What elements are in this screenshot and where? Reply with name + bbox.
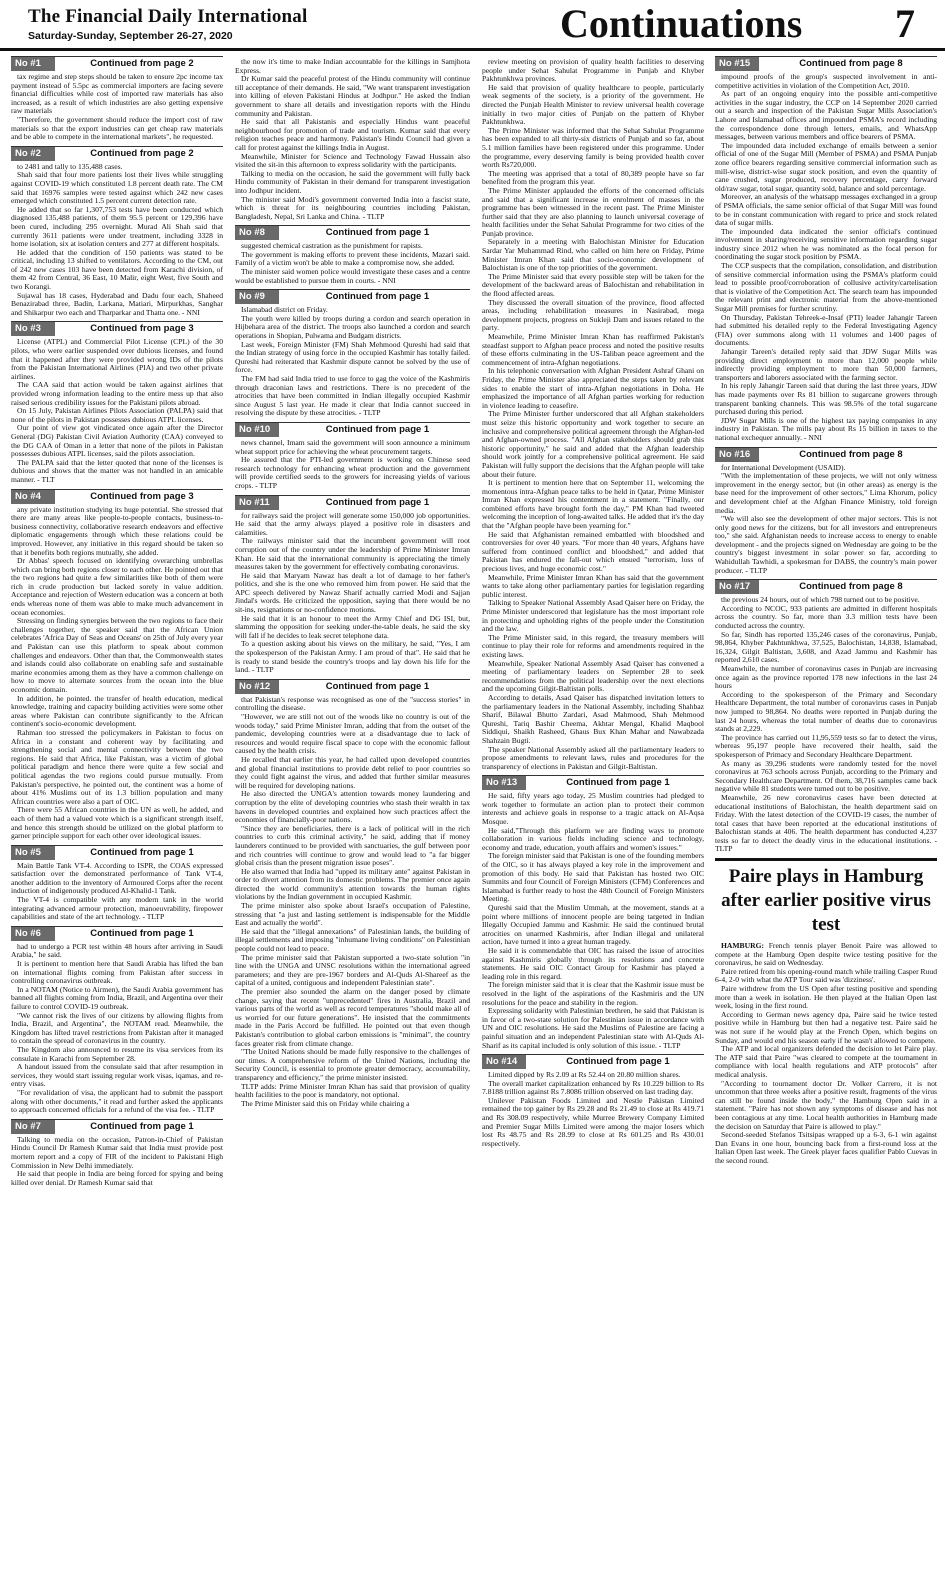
paragraph-text: Paire retired from his opening-round match while trailing Casper Ruud 6-4, 2-0 with what the ATP Tour said was 'dizziness'.	[715, 966, 937, 985]
story-body	[482, 792, 704, 1050]
paragraph: According to the spokesperson of the Primary and Secondary Healthcare Department, the total number of coronavirus cases in Punjab now jumped to 98,864. No deaths were reported in Punjab during the last 24 hours, whereas the total number of deaths due to coronavirus stands at 2,229.	[715, 689, 937, 734]
paragraph: The minister said women police would investigate these cases and a centre would be established to pursue them in courts. - NNI	[235, 267, 470, 285]
paragraph: The Prime Minister further underscored that all Afghan stakeholders must seize this historic opportunity and work together to secure an inclusive and comprehensive political agreement through the Afghan-led and Afghan-owned process. "All Afghan stakeholders should grab this historic opportunity," he said and added that the Afghan leadership should work jointly for a comprehensive political agreement. He said Pakistan will fully support the decisions that the Afghan people will take about their future.	[482, 409, 704, 479]
paragraph: He also directed the UNGA's attention towards money laundering and corruption by the elite of developing countries who stash their wealth in tax havens in developed countries and explained how such practices affect the economies of financially-poor nations.	[235, 789, 470, 825]
story	[482, 1054, 704, 1148]
paragraph: Meanwhile, the number of coronavirus cases in Punjab are increasing once again as the province reported 178 new infections in the last 24 hours	[715, 664, 937, 691]
paragraph: "We will also see the development of other major sectors. This is not only good news for the citizens, but for all investors and entrepreneurs too," she said. Afghanistan needs to increase access to energy to enable development - and the projects signed on Wednesday are going to be the country's biggest investment in solar power so far, according to Wahidullah Tawhidi, a spokesman for DABS, the country's main power producer. - TLTP	[715, 514, 937, 575]
story-body	[11, 862, 223, 922]
paragraph: Rahman too stressed the policymakers in Pakistan to focus on Africa in a constant and coherent way by facilitating and strengthening social and mental connectivity between the two regions. He said that Africa, like Pakistan, was a victim of global political paradigm and hence there were quite a few social and political agendas the two regions could pursue mutually. From Pakistan's perspective, he pointed out, the continent was a home of about 41% Muslims out of its 1.3 billion population and many African countries were also a part of OIC.	[11, 727, 223, 806]
paragraph: The Prime Minister applauded the efforts of the concerned officials and said that a significant increase in enrolment of masses in the programme has been witnessed in the recent past. The Prime Minister further said that they are also planning to launch universal coverage of health facilities under the Sehat Sahulat Programme for two cities of the Punjab province.	[482, 185, 704, 238]
story-header	[235, 289, 470, 304]
paragraph: He said, fifty years ago today, 25 Muslim countries had pledged to work together to formulate an action plan to protect their common interests and achieve goals in response to a tragic attack on Al-Aqsa Mosque.	[482, 792, 704, 827]
continued-from-label: Continued from page 1	[566, 1056, 670, 1068]
story-header	[715, 579, 937, 594]
story-number-tag: No #13	[482, 776, 526, 790]
continued-from-label: Continued from page 8	[799, 58, 903, 69]
paragraph: had to undergo a PCR test within 48 hours after arriving in Saudi Arabia," he said.	[11, 942, 223, 960]
story	[11, 56, 223, 142]
paragraph: The Prime Minister said this on Friday while chairing a	[241, 1098, 410, 1108]
story-number-tag: No #16	[715, 448, 759, 462]
paragraph: The FM had said India tried to use force to gag the voice of the Kashmiris through draconian laws and restrictions. There is no precedent of the atrocities that have been committed in Indian illegally occupied Kashmir since August 5 last year. He made it clear that India cannot succeed in resolving the dispute by these atrocities. - TLTP	[235, 374, 470, 418]
story-number-tag: No #8	[235, 226, 279, 240]
story	[235, 56, 470, 221]
paragraph	[715, 942, 937, 968]
paragraph: So far, Sindh has reported 135,246 cases of the coronavirus, Punjab, 98,864, Khyber Pakhtunkhwa, 37,525, Balochistan, 14,838, Islamabad, 16,324, Gilgit Baltistan, 3,608, and Azad Jammu and Kashmir has reported 2,610 cases.	[715, 629, 937, 665]
paragraph: It is pertinent to mention here that Saudi Arabia has lifted the ban on international flights coming from Pakistan after success in controlling coronavirus outbreak.	[11, 959, 223, 986]
paragraph-text: "According to tournament doctor Dr. Volker Carrero, it is not uncommon that three weeks after a positive result, fragments of the virus can still be found inside the body," the Hamburg Open said in a statement. "Paire has not shown any symptoms of disease and has not been contagious at any time. Local health authorities in Hamburg made the decision on Saturday that Paire is allowed to play."	[715, 1078, 937, 1131]
story-body	[715, 596, 937, 854]
story-header	[11, 845, 223, 860]
story-number-tag: No #6	[11, 927, 55, 941]
continued-from-label: Continued from page 1	[325, 496, 430, 508]
continued-from-label: Continued from page 3	[90, 490, 194, 502]
story-number-tag: No #4	[11, 490, 55, 504]
paragraph: for railways said the project will generate some 150,000 job opportunities. He said that the army always played a positive role in disasters and calamities.	[235, 511, 470, 537]
story-header	[11, 56, 223, 71]
masthead	[0, 0, 945, 51]
story-header	[235, 495, 470, 510]
paragraph: review meeting on provision of quality health facilities to deserving people under Sehat Sahulat Programme in Punjab and Khyber Pakhtunkhwa provinces.	[482, 58, 704, 84]
paragraph: In a NOTAM (Notice to Airmen), the Saudi Arabia government has banned all flights coming from India, Brazil, and Argentina over their failure to control COVID-19 outbreak.	[11, 984, 223, 1011]
story-number-tag: No #17	[715, 580, 759, 594]
paragraph: The foreign minister said that Pakistan is one of the founding members of the OIC, so it has always played a key role in the improvement and promotion of this body. He said that Pakistan has hosted two OIC Summits and four Council of Foreign Ministers (CFM) Conferences and Islamabad is further ready to host the 48th Council of Foreign Ministers Meeting.	[482, 851, 704, 904]
story-header	[11, 321, 223, 336]
paragraph: Shah said that four more patients lost their lives while struggling against COVID-19 which constituted 1.8 percent death rate. The CM said that 16976 samples were tested against which 242 new cases emerged which constituted 1.5 percent current detection rate.	[11, 170, 223, 206]
paragraph: Talking to media on the occasion, he said the government will fully back Hindu community of Pakistan in their demand for transparent investigation into Jodhpur incident.	[235, 168, 470, 195]
paragraph: He added that the condition of 150 patients was stated to be critical, including 13 shifted to ventilators. According to the CM, out of 242 new cases 103 have been detected from Karachi division, of them 42 from Central, 36 East, 10 Malir, eight West, five South and two Korangi.	[11, 247, 223, 292]
continued-from-label: Continued from page 1	[325, 291, 430, 303]
section-title: Continuations	[560, 1, 803, 46]
continued-from-label: Continued from page 1	[325, 680, 430, 692]
paragraph: The CCP suspects that the compilation, consolidation, and distribution of sensitive commercial information using the PSMA's platform could lead to possible proof/corroboration of collusive activity/cartelisation that is violative of the Competition Act. The search team has impounded the relevant print and electronic material from the above-mentioned Sugar Mill premises for further scrutiny.	[715, 261, 937, 314]
paragraph: He said that provision of quality healthcare to people, particularly weak segments of the society, is a priority of the government. He directed the Punjab Health Minister to review universal health coverage initially in two major cities of Punjab on the pattern of Khyber Pakhtunkhwa.	[482, 82, 704, 127]
story-body	[11, 163, 223, 318]
paragraph: It is pertinent to mention here that on September 11, welcoming the momentous intra-Afghan peace talks to be held in Qatar, Prime Minister Imran Khan expressed his contentment in a statement. "Finally, our combined efforts have brought forth the day," PM Khan had tweeted welcoming the inception of long-awaited talks. He added that it's the day that the "Afghan people have been yearning for."	[482, 478, 704, 531]
story	[235, 422, 470, 491]
story-body	[11, 506, 223, 841]
column-4	[715, 56, 937, 1578]
story	[235, 495, 470, 675]
paragraph: Meanwhile, 26 new coronavirus cases have been detected at educational institutions of Balochistan, the health department said on Friday. With the latest detection of the COVID-19 cases, the number of total cases that have been reported at the educational institutions of Balochistan stands at 406. The health department has conducted 4,237 tests so far to detect the deadly virus in the educational institutions. - TLTP	[715, 792, 937, 854]
story	[11, 926, 223, 1115]
page-number: 7	[895, 1, 915, 46]
paragraph: He said it is commendable that OIC has raised the issue of atrocities against Kashmiris globally through its resolutions and concrete statements. He said OIC Contact Group for Kashmir has played a leading role in this regard.	[482, 945, 704, 981]
story-header	[715, 447, 937, 462]
paragraph: Sujawal has 18 cases, Hyderabad and Dadu four each, Shaheed Benazirabad three, Badin, Larkana, Matiari, Mirpurkhas, Sanghar and Shikarpur two each and Tharparkar and Thatta one. - NNI	[11, 290, 223, 317]
paragraph: He said that Afghanistan remained embattled with bloodshed and controversies for over 40 years. "For more than 40 years, Afghans have suffered from continued conflict and bloodshed," and added that Pakistan has endured the fall-out which ensued "terrorism, loss of precious lives, and huge economic cost."	[482, 529, 704, 574]
paragraph: A handout issued from the consulate said that after resumption in services, they would start issuing regular work visas, iqamas, and re-entry visas.	[11, 1062, 223, 1089]
story-body	[715, 464, 937, 576]
paragraph: The impounded data indicated the senior official's continued involvement in sharing/receiving sensitive information regarding sugar industry since 2012 when he was nominated as the focal person for coordinating the sugar stock position by PSMA.	[715, 226, 937, 262]
story-body	[11, 73, 223, 142]
continued-from-label: Continued from page 3	[90, 323, 194, 335]
paragraph: that Pakistan's response was recognised as one of the "success stories" in controlling the disease.	[235, 695, 470, 713]
paragraph: "We cannot risk the lives of our citizens by allowing flights from India, Brazil, and Argentina", the NOTAM read. Meanwhile, the Kingdom has lifted travel restrictions from Pakistan after it managed to contain the spread of coronavirus in the country.	[11, 1010, 223, 1046]
paragraph-text: The ATP and local organizers defended the decision to let Paire play. The ATP said that Paire "was cleared to compete at the tournament in compliance with local health regulations and ATP protocols" after medical analysis.	[715, 1044, 937, 1079]
paragraph: The Prime Minister said that every possible step will be taken for the development of the backward areas of Balochistan and rehabilitation in the flood affected areas.	[482, 271, 704, 299]
paragraph: He said that Maryam Nawaz has dealt a lot of damage to her father's politics, and she is the one who removed him from power. He said that the APC speech delivered by Nawaz Sharif actually carried Modi and Sajjan Jindal's words. He criticized the opposition, saying that there would be no sit-ins, resignations or no-confidence motions.	[235, 570, 470, 615]
paragraph: There were 55 African countries in the UN as well, he added, and each of them had a valued vote which is a significant strength itself, and hence this strength should be utilized on the global platform to garner principle support for each other over ideological issues.	[11, 805, 223, 841]
paper-name: The Financial Daily International	[28, 6, 308, 27]
continued-from-label: Continued from page 1	[90, 927, 194, 939]
paragraph: Last week, Foreign Minister (FM) Shah Mehmood Qureshi had said that the Indian strategy of using force in the occupied Kashmir has totally failed. Qureshi had reiterated that Kashmir dispute cannot be solved by the use of force.	[235, 339, 470, 375]
story-header	[11, 1119, 223, 1134]
story	[11, 489, 223, 841]
paragraph: Meanwhile, Prime Minister Imran Khan has said that the government wants to take along other parliamentary parties for legislation regarding public interest.	[482, 572, 704, 599]
paragraph: He added that so far 1,307,753 tests have been conducted which diagnosed 135,488 patients, of them 95.5 percent or 129,396 have been cured, including 295 overnight. Murad Ali Shah said that currently 3611 patients were under treatment, including 3328 in home isolation, six at isolation centers and 277 at different hospitals.	[11, 204, 223, 249]
paragraph: The PALPA said that the letter quoted that none of the licenses is dubious and shows that the matter was not handled in an amicable manner. - TLT	[11, 457, 223, 484]
paragraph	[715, 1045, 937, 1079]
story	[482, 56, 704, 771]
story-body	[235, 512, 470, 675]
paragraph	[715, 968, 937, 985]
paragraph: the now it's time to make Indian accountable for the killings in Samjhota Express.	[235, 58, 470, 75]
paragraph: Limited dipped by Rs 2.09 at Rs 52.44 on 20.80 million shares.	[488, 1071, 681, 1080]
paragraph: As part of an ongoing enquiry into the possible anti-competitive activities in the sugar industry, the CCP on 14 September 2020 carried out a search and inspection of the Pakistan Sugar Mills Association's Lahore and Islamabad offices and impounded PSMA's record including the correspondence done through letters, emails, and WhatsApp messages, between various members and office bearers of PSMA.	[715, 89, 937, 142]
paragraph: The youth were killed by troops during a cordon and search operation in Hijbehara area of the district. The troops also launched a cordon and search operations in Shopian, Pulwama and Budgam districts.	[235, 313, 470, 341]
paragraph: Moreover, an analysis of the whatsapp messages exchanged in a group of PSMA officials, the same senior official of that Sugar Mill was found to be in constant communication with regard to price and stock related data of sugar mills.	[715, 192, 937, 228]
paragraph: JDW Sugar Mills is one of the highest tax paying companies in any industry in Pakistan. The mills pay about Rs 15 billion in taxes to the national exchequer annually. - NNI	[715, 415, 937, 442]
paragraph: Unilever Pakistan Foods Limited and Nestle Pakistan Limited remained the top gainer by Rs 29.28 and Rs 21.49 to close at Rs 419.71 and Rs 308.09 respectively, while Murree Brewery Company Limited and Premier Sugar Mills Limited were among the major losers which lost Rs 48.75 and Rs 28.99 to close at Rs 601.25 and Rs 430.01 respectively.	[482, 1095, 704, 1148]
paragraph: The Kingdom also announced to resume its visa services from its consulate in Karachi from September 28.	[11, 1044, 223, 1063]
paragraph: suggested chemical castration as the punishment for rapists.	[241, 242, 423, 251]
story-body	[11, 338, 223, 484]
paragraph	[715, 985, 937, 1011]
story-body	[235, 242, 470, 285]
paragraph: The minister said Modi's government converted India into a fascist state, which is threat for its neighbouring countries including Pakistan, Bangladesh, Nepal, Sri Lanka and China. - TLTP	[235, 194, 470, 221]
story-number-tag: No #12	[235, 680, 279, 694]
paragraph: for International Development (USAID).	[721, 463, 846, 472]
story-body	[235, 696, 470, 1109]
feature-body	[715, 942, 937, 1165]
paragraph: Jahangir Tareen's detailed reply said that JDW Sugar Mills was providing direct employment to more than 12,000 people while indirectly providing employment to more than 50,000 farmers, transporters and laborers associated with the farming sector.	[715, 347, 937, 382]
paragraph: The foreign minister said that it is clear that the Kashmir issue must be resolved in the light of the aspirations of the Kashmiris and the UN resolutions for the peace and stability in the region.	[482, 980, 704, 1007]
story-number-tag: No #9	[235, 290, 279, 304]
paragraph: Meanwhile, Prime Minister Imran Khan has reaffirmed Pakistan's steadfast support to Afghan peace process and noted the positive results of these efforts culminating in the US-Taliban peace agreement and the commencement of intra-Afghan negotiations.	[482, 332, 704, 367]
paragraph: "The United Nations should be made fully responsive to the challenges of our times. A comprehensive reform of the United Nations, including the Security Council, is essential to promote greater democracy, accountability, transparency and efficiency," the prime minister insisted.	[235, 1047, 470, 1082]
paragraph: According to details, Asad Qaiser has dispatched invitation letters to the parliamentary leaders in the National Assembly, including Shahbaz Sharif, Bilawal Bhutto Zardari, Asad Mahmood, Shah Mehmood Qureshi, Tariq Bashir Cheema, Akhtar Mengal, Khalid Maqbool Siddiqui, Shaikh Rasheed, Ghaus Bux Khan Mahar and Nawabzada Shahzain Bugti.	[482, 692, 704, 745]
paragraph: Stressing on finding synergies between the two regions to face their challenges together, the speaker said that the African Union celebrates 'Africa Day of Seas and Oceans' on 25th of July every year and Pakistan can use this platform to speak about common challenges and endeavors. Other than that, the Commonwealth states and islands could also collaborate on enabling safe and sustainable marine economies among them as they have a common challenge on how to move to alternate sources from the ocean into the blue economic domain.	[11, 616, 223, 694]
paragraph: The prime minister said that Pakistan supported a two-state solution "in line with the UNGA and UNSC resolutions within the international agreed parameters; and they are pre-1967 borders and Al-Quds Al-Shareef as the capital of a united, contiguous and independent Palestinian state".	[235, 952, 470, 988]
paragraph: the previous 24 hours, out of which 798 turned out to be positive.	[721, 596, 920, 605]
story-header	[235, 422, 470, 437]
story-number-tag: No #14	[482, 1055, 526, 1069]
story	[482, 775, 704, 1050]
paragraph: They discussed the overall situation of the province, flood affected areas, including rehabilitation measures in Nasirabad, mega development projects, progress on Sukleji Dam and issues related to the party.	[482, 297, 704, 333]
story-number-tag: No #7	[11, 1120, 55, 1134]
story-body	[11, 1136, 223, 1188]
paragraph: Dr Abbas' speech focused on identifying overarching umbrellas which can bring both regions closer to each other. He pointed out that the two regions had quite a few similarities like both of them were rich in crude production but lacked sorely in value addition. Acceptance and rejection of Western education was a concern at both ends whereas none of them was able to make much advancement in ocean economies.	[11, 556, 223, 617]
story-header	[235, 225, 470, 240]
paragraph: In his telephonic conversation with Afghan President Ashraf Ghani on Friday, the Prime Minister also appreciated the steps taken by relevant sides to enable the start of intra-Afghan negotiations in Doha. He emphasized the importance of all Afghan parties working for reduction in violence leading to ceasefire.	[482, 366, 704, 410]
story	[235, 289, 470, 418]
paragraph: The prime minister also spoke about Israel's occupation of Palestine, stressing that "a just and lasting settlement is indispensable for the Middle East and actually the world".	[235, 901, 470, 928]
continued-from-label: Continued from page 2	[90, 147, 194, 159]
paragraph: He said that all Pakistanis and especially Hindus want peaceful neighbourhood for promotion of trade and tourism. Kumar said that every religion teaches peace and harmony. Pakistan's Hindu Council had given a call for protest against the killings India in August.	[235, 117, 470, 152]
story	[11, 845, 223, 922]
paragraph: Meanwhile, Minister for Science and Technology Fawad Hussain also visited the sit-in this afternoon to express solidarity with the participants.	[235, 151, 470, 170]
paragraph: In addition, he pointed. the transfer of health education, medical knowledge, training and capacity building activities were some other areas where Pakistan can contribute significantly to the African continent's socio-economic development.	[11, 693, 223, 729]
continued-from-label: Continued from page 1	[325, 227, 430, 239]
column-3	[482, 56, 704, 1578]
story-number-tag: No #11	[235, 496, 279, 510]
paragraph	[715, 1131, 937, 1165]
column-4-stories	[715, 56, 937, 854]
paragraph: Qureshi said that the Muslim Ummah, at the movement, stands at a point where millions of innocent people are being targeted in Indian Illegally Occupied Jammu and Kashmir. He said the continued brutal atrocities on unarmed Kashmiris, after Indian illegal and unilateral action, have turned it into a great human tragedy.	[482, 903, 704, 947]
paragraph: The speaker National Assembly asked all the parliamentary leaders to propose amendments to relevant laws, rules and procedures for the transparency of elections in Pakistan and Gilgit-Baltistan.	[482, 744, 704, 771]
continued-from-label: Continued from page 1	[566, 777, 670, 789]
paragraph: The impounded data included exchange of emails between a senior official of one of the Sugar Mill (Member of PSMA) and PSMA Punjab zone office bearers regarding sensitive commercial information such as mill-wise, district-wise sugar stock position, and even the quantity of cane crushed, sugar produced, recovery percentage, carry forward old/raw sugar, total sugar, quantity sold, balance and sold percentage.	[715, 140, 937, 193]
feature-story	[715, 858, 937, 1165]
paragraph: Our point of view got vindicated once again after the Director General (DG) Pakistan Civil Aviation Authority (CAA) conveyed to the DG CAA of Oman in a letter that none of the pilots in Pakistan possesses dubious ATPL licenses, said the pilots association.	[11, 423, 223, 459]
paragraph: "For revalidation of visa, the applicant had to submit the passport along with other documents," it read and further asked the applicants to approach concerned officials for a refund of the visa fee. - TLTP	[11, 1087, 223, 1115]
paragraph: He said that it is an honour to meet the Army Chief and DG ISI, but, slamming the opposition for seeking under-the-table deals, he said the sky will fall if he decides to leak secret telephone data.	[235, 613, 470, 640]
paragraph: The Prime Minister was informed that the Sehat Sahulat Programme has been expanded to all thirty-six districts of Punjab and so far, about 5.1 million families have been registered under this programme. Under the programme, every deserving family is being provided health cover worth Rs720,000.	[482, 125, 704, 170]
paragraph: to 2481 and tally to 135,488 cases.	[17, 162, 123, 171]
story-header	[11, 489, 223, 504]
paragraph: The CAA said that action would be taken against airlines that provided wrong information leading to the entire mess up that also raised serious credibility issues for the Pakistani pilots abroad.	[11, 380, 223, 407]
paragraph: Meanwhile, Speaker National Assembly Asad Qaiser has convened a meeting of parliamentary leaders on September 28 to seek recommendations from the political leadership over the next elections and the upcoming Gilgit-Baltistan polls.	[482, 658, 704, 694]
paragraph: any private institution studying its huge potential. She stressed that there are many areas like people-to-people contacts, business-to-business connectivity, collaborative research endeavors and effective diplomatic engagements through which these relations could be improved. However, any initiative in this regard should be taken so that it benefits both regions mutually, she added.	[11, 505, 223, 557]
paragraph-text: French tennis player Benoit Paire was allowed to compete at the Hamburg Open despite twice testing positive for the coronavirus, he said on Wednesday.	[715, 942, 937, 968]
feature-headline: Paire plays in Hamburg after earlier positive virus test	[715, 858, 937, 937]
story-header	[715, 56, 937, 71]
paragraph-text: According to German news agency dpa, Paire said he twice tested positive while in Hamburg but then had a negative test. Paire said he was not sure if he would play at the French Open, which begins on Sunday, and would end his season early if he wasn't allowed to compete.	[715, 1009, 937, 1045]
paragraph: Talking to media on the occasion, Patron-in-Chief of Pakistan Hindu Council Dr Ramesh Kumar said that India must provide post mortem report and a copy of FIR of the incident to Pakistani High Commission in New Delhi immediately.	[11, 1135, 223, 1170]
paragraph	[715, 1011, 937, 1045]
paragraph: He said that people in India are being forced for spying and being killed over denial. Dr Ramesh Kumar said that	[11, 1169, 223, 1187]
paragraph: He assured that the PTI-led government is working on Chinese seed research technology for enhancing wheat production and the government will provide certified seeds to the growers for increasing yields of various crops. - TLTP	[235, 455, 470, 490]
paragraph: To a question asking about his views on the military, he said, "Yes, I am the spokesperson of the Pakistan Army. I am proud of that". He said that he is ready to stand beside the country's troops and lay down his life for the land. - TLTP	[235, 639, 470, 675]
paragraph: The overall market capitalization enhanced by Rs 10.229 billion to Rs 7.8188 trillion against Rs 7.8086 trillion observed on last trading day.	[482, 1078, 704, 1097]
paragraph: Dr Kumar said the peaceful protest of the Hindu community will continue till acceptance of their demands. He said, "We want transparent investigation into killing of eleven Pakistani Hindus at Jodhpur." He asked the Indian government to share all details and investigation reports with the Hindu community and Pakistan.	[235, 74, 470, 118]
paragraph: Expressing solidarity with Palestinian brethren, he said that Pakistan is in favor of a two-state solution for Palestinian issue in accordance with UN and OIC resolutions. He said the Muslims of Palestine are facing a painful situation and an independent Palestinian state with Al-Quds Al-Sharif as its capital included is only solution of this issue. - TLTP	[482, 1006, 704, 1050]
paragraph: TLTP adds: Prime Minister Imran Khan has said that provision of quality health facilities to the poor is mandatory, not optional.	[235, 1081, 470, 1100]
paragraph: Separately in a meeting with Balochistan Minister for Education Sardar Yar Muhammad Rind, who called on him here on Friday, Prime Minister Imran Khan said that socio-economic development of Balochistan is one of the top priorities of the government.	[482, 237, 704, 273]
story	[715, 447, 937, 576]
dateline: HAMBURG:	[721, 942, 765, 951]
story-header	[482, 775, 704, 790]
paragraph: He also warned that India had "upped its military ante" against Pakistan in order to divert attention from its domestic problems. The premier once again directed the world community's attention towards the human rights violations by the Indian government in occupied Kashmir.	[235, 866, 470, 902]
paragraph: The Prime Minister said, in this regard, the treasury members will continue to play their role for reforms and amendments required in the existing laws.	[482, 632, 704, 659]
paragraph: The meeting was apprised that a total of 80,389 people have so far benefited from the program this year.	[482, 168, 704, 187]
paragraph: On Thursday, Pakistan Tehreek-e-Insaf (PTI) leader Jahangir Tareen had submitted his detailed reply to the Federal Investigating Agency (FIA) over summons along with 11 volumes and 1400 pages of documents.	[715, 312, 937, 348]
paragraph: news channel, Imam said the government will soon announce a minimum wheat support price for achieving the wheat procurement targets.	[235, 438, 470, 456]
story-header	[11, 926, 223, 941]
paragraph: On 15 July, Pakistan Airlines Pilots Association (PALPA) said that none of the pilots in Pakistan possesses dubious ATPL licenses.	[11, 406, 223, 424]
continued-from-label: Continued from page 2	[90, 58, 194, 69]
continued-from-label: Continued from page 8	[799, 581, 903, 593]
paragraph: "However, we are still not out of the woods like no country is out of the woods today," said Prime Minister Imran, adding that from the outset of the pandemic, developing countries were at a disadvantage due to lack of resources and would require fiscal space to cope with the economic fallout caused by the health crisis.	[235, 712, 470, 756]
story	[715, 579, 937, 854]
story	[11, 321, 223, 484]
continued-from-label: Continued from page 1	[90, 1120, 194, 1132]
story-number-tag: No #5	[11, 846, 55, 860]
story-body	[235, 439, 470, 491]
story-header	[11, 146, 223, 161]
paragraph: The VT-4 is compatible with any modern tank in the world integrating advanced armour protection, manoeuvrability, firepower capabilities and state of the art technology. - TLTP	[11, 895, 223, 922]
story	[235, 679, 470, 1109]
issue-date: Saturday-Sunday, September 26-27, 2020	[28, 30, 233, 42]
story-number-tag: No #1	[11, 57, 55, 71]
paragraph: Talking to Speaker National Assembly Asad Qaiser here on Friday, the Prime Minister underscored that legislature has the most important role in protecting and upholding rights of the people under the Constitution and the law.	[482, 598, 704, 634]
paragraph: As many as 39,296 students were randomly tested for the novel coronavirus at 763 schools across Punjab, according to the Primary and Secondary Healthcare Department. Of them, 38,716 samples came back negative while 81 students were turned out to be positive.	[715, 758, 937, 794]
paragraph: impound proofs of the group's suspected involvement in anti-competitive activities in violation of the Competition Act, 2010.	[715, 73, 937, 90]
column-1	[11, 56, 223, 1578]
story-number-tag: No #2	[11, 147, 55, 161]
paragraph: The government is making efforts to prevent these incidents, Mazari said. Family of a victim won't be able to make a compromise now, she added.	[235, 249, 470, 268]
column-2	[235, 56, 470, 1578]
paragraph-text: Second-seeded Stefanos Tsitsipas wrapped up a 6-3, 6-1 win against Dan Evans in one hour, bouncing back from a first-round loss at the Italian Open last week. The Greek player faces qualifier Pablo Cuevas in the second round.	[715, 1130, 937, 1165]
paragraph-text: Paire withdrew from the US Open after testing positive and spending more than a week in isolation. He then played at the Italian Open last week, losing in the first round.	[715, 984, 937, 1011]
continued-from-label: Continued from page 1	[90, 846, 194, 858]
paragraph: The premier also sounded the alarm on the danger posed by climate change, saying that recent "unprecedented" fires in Australia, Brazil and various parts of the world as well as record temperatures "should make all of us worried for our future generations". He insisted that the commitments made in the Paris Accord be fulfilled. He pointed out that even though Pakistan's contribution to global carbon emissions is "minimal", the country faces greater risk from climate change.	[235, 987, 470, 1048]
story-body	[235, 58, 470, 221]
story-body	[715, 73, 937, 443]
story-header	[235, 679, 470, 694]
continued-from-label: Continued from page 8	[799, 448, 903, 460]
paragraph: Islamabad district on Friday.	[241, 306, 328, 315]
paragraph: License (ATPL) and Commercial Pilot License (CPL) of the 30 pilots, who were earlier suspended over dubious licenses, and found that it happened after they were provided wrong IDs of the pilots from the Pakistan International Airlines (PIA) and two other private airlines.	[11, 338, 223, 381]
continued-from-label: Continued from page 1	[325, 423, 430, 435]
paragraph: He said that the "illegal annexations" of Palestinian lands, the building of illegal settlements and imposing "inhumane living conditions" on Palestinian people could not lead to peace.	[235, 926, 470, 954]
story-body	[11, 943, 223, 1115]
story	[235, 225, 470, 285]
story-body	[482, 1071, 704, 1148]
story	[11, 146, 223, 318]
story-number-tag: No #15	[715, 57, 759, 71]
paragraph: He said,"Through this platform we are finding ways to promote collaboration in various fields including science and technology, economy and trade, education, youth affairs and women's issues."	[482, 825, 704, 852]
story-body	[235, 306, 470, 418]
paragraph: He recalled that earlier this year, he had called upon developed countries and global financial institutions to provide debt relief to poor countries so they could fight against the virus, and added that further similar measures will be required for developing nations.	[235, 754, 470, 790]
paragraph	[715, 1080, 937, 1132]
paragraph: tax regime and step steps should be taken to ensure 2pc income tax payment instead of 5.5pc as commercial importers are facing severe financial difficulties while cost of imported raw materials has also increased, as a result of which industries are also getting expensive raw materials	[11, 73, 223, 116]
paragraph: Main Battle Tank VT-4. According to ISPR, the COAS expressed satisfaction over the demonstrated performance of Tank VT-4, another addition to the inventory of Armoured Corps after the recent induction of indigenously produced Al-Khalid-1 Tank.	[11, 861, 223, 896]
paragraph: According to NCOC, 933 patients are admitted in different hospitals across the country. So far, more than 3.3 million tests have been conducted across the country.	[715, 603, 937, 631]
paragraph: The railways minister said that the incumbent government will root corruption out of the country under the leadership of Prime Minister Imran Khan. He said that the international community is appreciating the timely measures taken by the government for effectively combating coronavirus.	[235, 536, 470, 572]
paragraph: In his reply Jahangir Tareen said that during the last three years, JDW has made payments over Rs 81 billion to sugarcane growers through transparent banking channels. This was 98.5% of the total sugarcane purchased during this period.	[715, 381, 937, 417]
story	[11, 1119, 223, 1188]
paragraph: "Since they are beneficiaries, there is a lack of political will in the rich countries to curb this criminal activity," he said, adding that if money launderers continued to be provided with sanctuaries, the gulf between poor and rich countries will continue to grow and would lead to "a far bigger global crisis than the present migration issue poses".	[235, 823, 470, 868]
story	[715, 56, 937, 443]
paragraph: "With the implementation of these projects, we will not only witness improvement in the energy sector, but (in other areas) as energy is the base need for the improvement of other sectors," Lima Khorum, policy and development chief at the Afghan Finance Ministry, told foreign media.	[715, 471, 937, 515]
paragraph: "Therefore, the government should reduce the import cost of raw materials so that the export industries can get cheap raw materials and be able to compete in the international markets", he requested.	[11, 114, 223, 142]
paragraph: The province has carried out 11,95,559 tests so far to detect the virus, whereas 95,197 people have recovered their health, said the spokesperson of Primacy and Secondary Healthcare Department.	[715, 732, 937, 759]
story-number-tag: No #10	[235, 423, 279, 437]
story-body	[482, 58, 704, 771]
story-number-tag: No #3	[11, 322, 55, 336]
story-header	[482, 1054, 704, 1069]
